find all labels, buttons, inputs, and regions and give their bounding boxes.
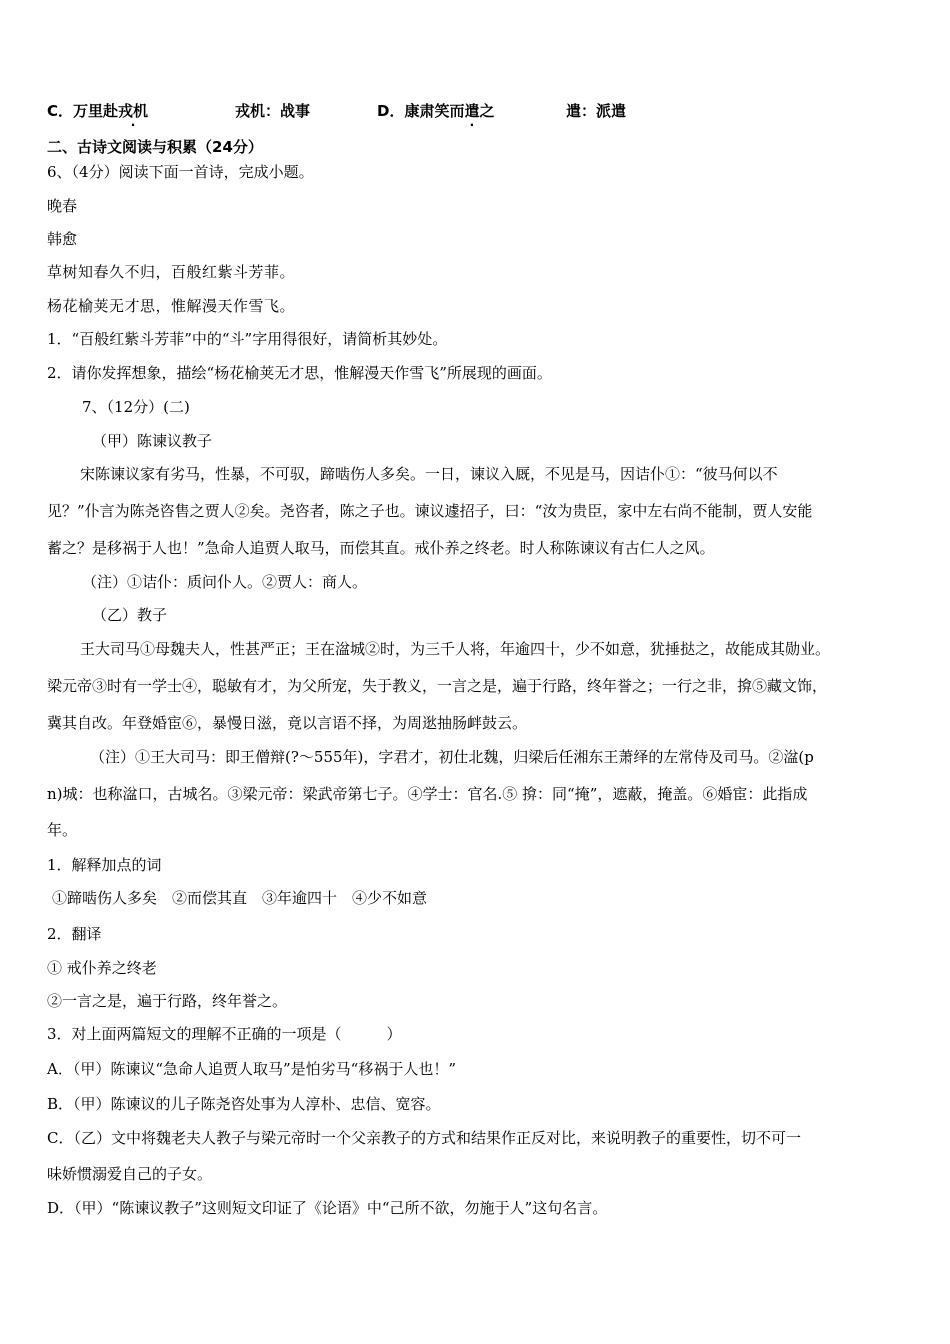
option-c-dotted-word: 戎机 xyxy=(118,102,149,120)
q7-option-a: A．（甲）陈谏议“急命人追贾人取马”是怕劣马“移祸于人也！” xyxy=(47,1060,457,1078)
passage-yi-note-1: （注）①王大司马：即王僧辩(?～555年)，字君才，初仕北魏，归梁后任湘东王萧绎的左常侍及司马。②湓(p xyxy=(90,748,814,766)
section-heading: 二、古诗文阅读与积累（24分） xyxy=(47,138,263,156)
q6-subquestion-2: 2．请你发挥想象，描绘“杨花榆荚无才思，惟解漫天作雪飞”所展现的画面。 xyxy=(47,364,552,382)
passage-jia-line-1: 宋陈谏议家有劣马，性暴，不可驭，蹄啮伤人多矣。一日，谏议入厩，不见是马，因诘仆①：“彼马何以不 xyxy=(80,465,778,483)
q7-subquestion-2: 2．翻译 xyxy=(47,925,102,943)
passage-jia-note: （注）①诘仆：质问仆人。②贾人：商人。 xyxy=(82,573,368,591)
poem-title: 晚春 xyxy=(47,197,78,215)
poem-author: 韩愈 xyxy=(47,230,78,248)
passage-yi-title: （乙）教子 xyxy=(92,606,168,624)
poem-line-1: 草树知春久不归，百般红紫斗芳菲。 xyxy=(47,263,296,281)
passage-jia-title: （甲）陈谏议教子 xyxy=(92,432,213,450)
q6-subquestion-1: 1．“百般红紫斗芳菲”中的“斗”字用得很好，请简析其妙处。 xyxy=(47,330,448,348)
q7-translate-a: ① 戒仆养之终老 xyxy=(47,959,157,977)
q7-header: 7、（12分）(二) xyxy=(82,398,190,416)
q7-subquestion-1-items: ①蹄啮伤人多矣 ②而偿其直 ③年逾四十 ④少不如意 xyxy=(52,889,428,907)
option-d-dotted-word: 遣 xyxy=(464,102,480,120)
q7-option-b: B．（甲）陈谏议的儿子陈尧咨处事为人淳朴、忠信、宽容。 xyxy=(47,1095,441,1113)
passage-jia-line-2: 见？”仆言为陈尧咨售之贾人②矣。尧咨者，陈之子也。谏议遽招子，曰：“汝为贵臣，家中左右尚不能制，贾人安能 xyxy=(47,502,813,520)
q7-option-d: D．（甲）“陈谏议教子”这则短文印证了《论语》中“己所不欲，勿施于人”这句名言。 xyxy=(47,1199,608,1217)
passage-yi-line-1: 王大司马①母魏夫人，性甚严正；王在湓城②时，为三千人将，年逾四十，少不如意，犹捶挞之，故能成其勋业。 xyxy=(80,640,831,658)
passage-yi-line-3: 冀其自改。年登婚宦⑥，暴慢日滋，竟以言语不择，为周逖抽肠衅鼓云。 xyxy=(47,714,528,732)
option-c xyxy=(47,101,148,121)
q7-option-c-line-1: C．（乙）文中将魏老夫人教子与梁元帝时一个父亲教子的方式和结果作正反对比，来说明教子的重要性，切不可一 xyxy=(47,1129,801,1147)
option-d xyxy=(377,101,494,121)
passage-jia-line-3: 蓄之？是移祸于人也！”急命人追贾人取马，而偿其直。戒仆养之终老。时人称陈谏议有古仁人之风。 xyxy=(47,539,715,557)
q7-option-c-line-2: 味娇惯溺爱自己的子女。 xyxy=(47,1165,213,1183)
option-d-after: 之 xyxy=(479,102,495,120)
q6-header: 6、（4分）阅读下面一首诗，完成小题。 xyxy=(47,163,314,181)
option-c-gloss: 戎机：战事 xyxy=(235,102,311,120)
option-d-gloss: 遣：派遣 xyxy=(566,102,627,120)
poem-line-2: 杨花榆荚无才思，惟解漫天作雪飞。 xyxy=(47,297,296,315)
passage-yi-note-3: 年。 xyxy=(47,821,78,839)
option-d-label: D．康肃笑而 xyxy=(377,102,465,120)
option-c-label: C．万里赴 xyxy=(47,102,119,120)
q7-translate-b: ②一言之是，遍于行路，终年誉之。 xyxy=(47,992,288,1010)
q7-subquestion-3: 3．对上面两篇短文的理解不正确的一项是（ ） xyxy=(47,1025,402,1043)
passage-yi-line-2: 梁元帝③时有一学士④，聪敏有才，为父所宠，失于教义，一言之是，遍于行路，终年誉之；一行之非，揜⑤藏文饰， xyxy=(47,677,828,695)
q7-subquestion-1: 1．解释加点的词 xyxy=(47,856,162,874)
passage-yi-note-2: n)城：也称湓口，古城名。③梁元帝：梁武帝第七子。④学士：官名.⑤ 揜：同“掩”，遮蔽，掩盖。⑥婚宦：此指成 xyxy=(47,785,808,803)
